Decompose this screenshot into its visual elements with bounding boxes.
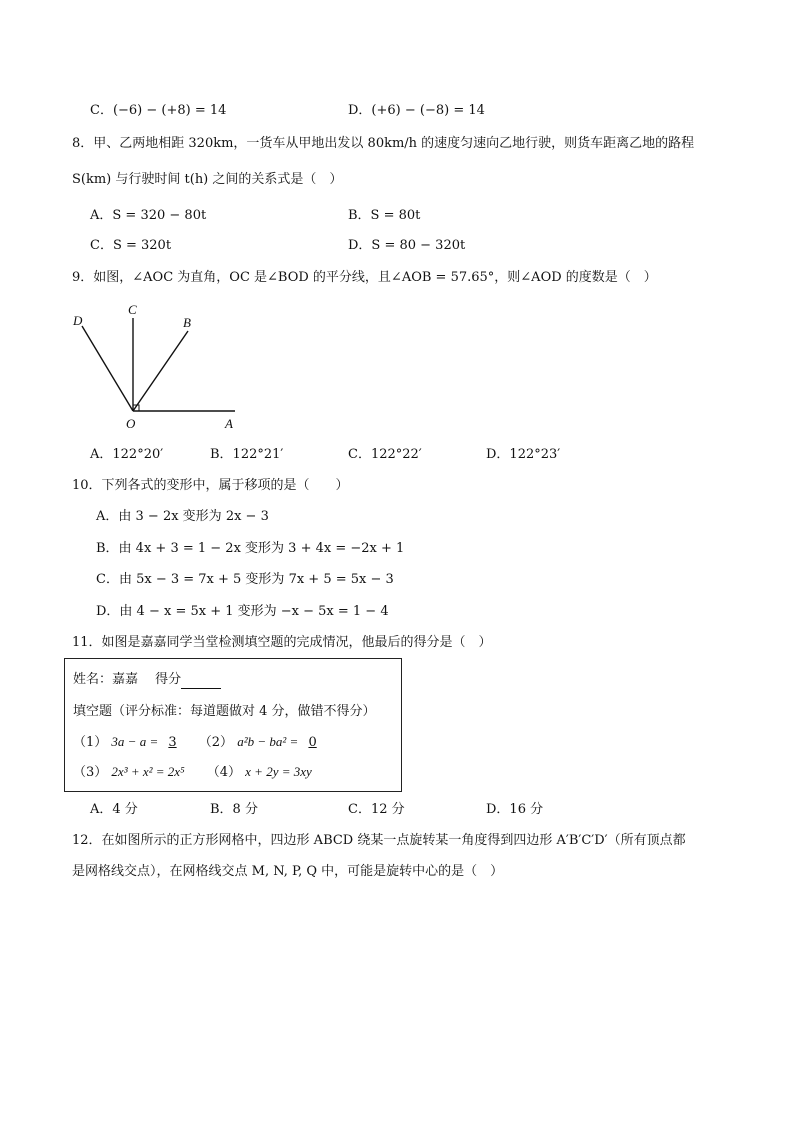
angle-diagram <box>60 298 250 434</box>
answer-card-name-line <box>73 671 221 689</box>
q10-option-c: C．由 5x − 3 = 7x + 5 变形为 7x + 5 = 5x − 3 <box>96 572 394 587</box>
q10-option-b: B．由 4x + 3 = 1 − 2x 变形为 3 + 4x = −2x + 1 <box>96 541 405 556</box>
answer-item-1-2 <box>73 733 323 752</box>
q8-stem-line1: 8．甲、乙两地相距 320km，一货车从甲地出发以 80km/h 的速度匀速向乙地行驶，则货车距离乙地的路程 <box>72 136 695 151</box>
q11-option-a: A．4 分 <box>90 802 138 817</box>
answer-item-3-4 <box>73 763 312 782</box>
q9-option-b: B．122°21′ <box>210 447 284 462</box>
label-a: A <box>225 416 233 431</box>
q12-stem-line2: 是网格线交点），在网格线交点 M, N, P, Q 中，可能是旋转中心的是（ ） <box>72 864 504 879</box>
item3-expr: 2x³ + x² = 2x⁵ <box>111 764 185 779</box>
item2-expr: a²b − ba² = <box>237 734 299 749</box>
answer-card <box>64 658 402 792</box>
item1-label: （1） <box>73 735 108 750</box>
q12-stem-line1: 12．在如图所示的正方形网格中，四边形 ABCD 绕某一点旋转某一角度得到四边形 A′B′C′D′（所有顶点都 <box>72 833 686 848</box>
ray-od <box>82 326 133 411</box>
q10-option-a: A．由 3 − 2x 变形为 2x − 3 <box>96 509 269 524</box>
item3-label: （3） <box>73 765 108 780</box>
label-d: D <box>73 313 83 328</box>
label-c: C <box>128 302 137 317</box>
q10-stem: 10．下列各式的变形中，属于移项的是（ ） <box>72 478 349 493</box>
q11-stem: 11．如图是嘉嘉同学当堂检测填空题的完成情况，他最后的得分是（ ） <box>72 635 492 650</box>
q8-option-b: B．S = 80t <box>348 208 421 223</box>
q8-option-a: A．S = 320 − 80t <box>90 208 207 223</box>
q8-option-d: D．S = 80 − 320t <box>348 238 466 253</box>
label-b: B <box>183 315 191 330</box>
item2-answer: 0 <box>308 735 317 750</box>
score-blank <box>181 674 221 689</box>
item1-expr: 3a − a = <box>111 734 159 749</box>
q11-option-b: B．8 分 <box>210 802 258 817</box>
q7-option-c: C．(−6) − (+8) = 14 <box>90 103 227 118</box>
answer-card-rule: 填空题（评分标准：每道题做对 4 分，做错不得分） <box>73 704 376 719</box>
item1-answer: 3 <box>168 735 177 750</box>
item2-label: （2） <box>198 735 234 750</box>
label-o: O <box>126 416 136 431</box>
q11-option-d: D．16 分 <box>486 802 544 817</box>
q8-stem-line2: S(km) 与行驶时间 t(h) 之间的关系式是（ ） <box>72 172 343 187</box>
q9-option-c: C．122°22′ <box>348 447 422 462</box>
q9-stem: 9．如图，∠AOC 为直角，OC 是∠BOD 的平分线，且∠AOB = 57.65°，则∠AOD 的度数是（ ） <box>72 270 657 285</box>
ray-ob <box>133 331 188 411</box>
name-score-label: 姓名：嘉嘉 得分 <box>73 672 182 687</box>
q8-option-c: C．S = 320t <box>90 238 172 253</box>
item4-label: （4） <box>206 765 242 780</box>
q7-option-d: D．(+6) − (−8) = 14 <box>348 103 485 118</box>
q11-option-c: C．12 分 <box>348 802 405 817</box>
item4-expr: x + 2y = 3xy <box>245 764 312 779</box>
q10-option-d: D．由 4 − x = 5x + 1 变形为 −x − 5x = 1 − 4 <box>96 604 389 619</box>
q9-option-a: A．122°20′ <box>90 447 164 462</box>
q9-option-d: D．122°23′ <box>486 447 561 462</box>
